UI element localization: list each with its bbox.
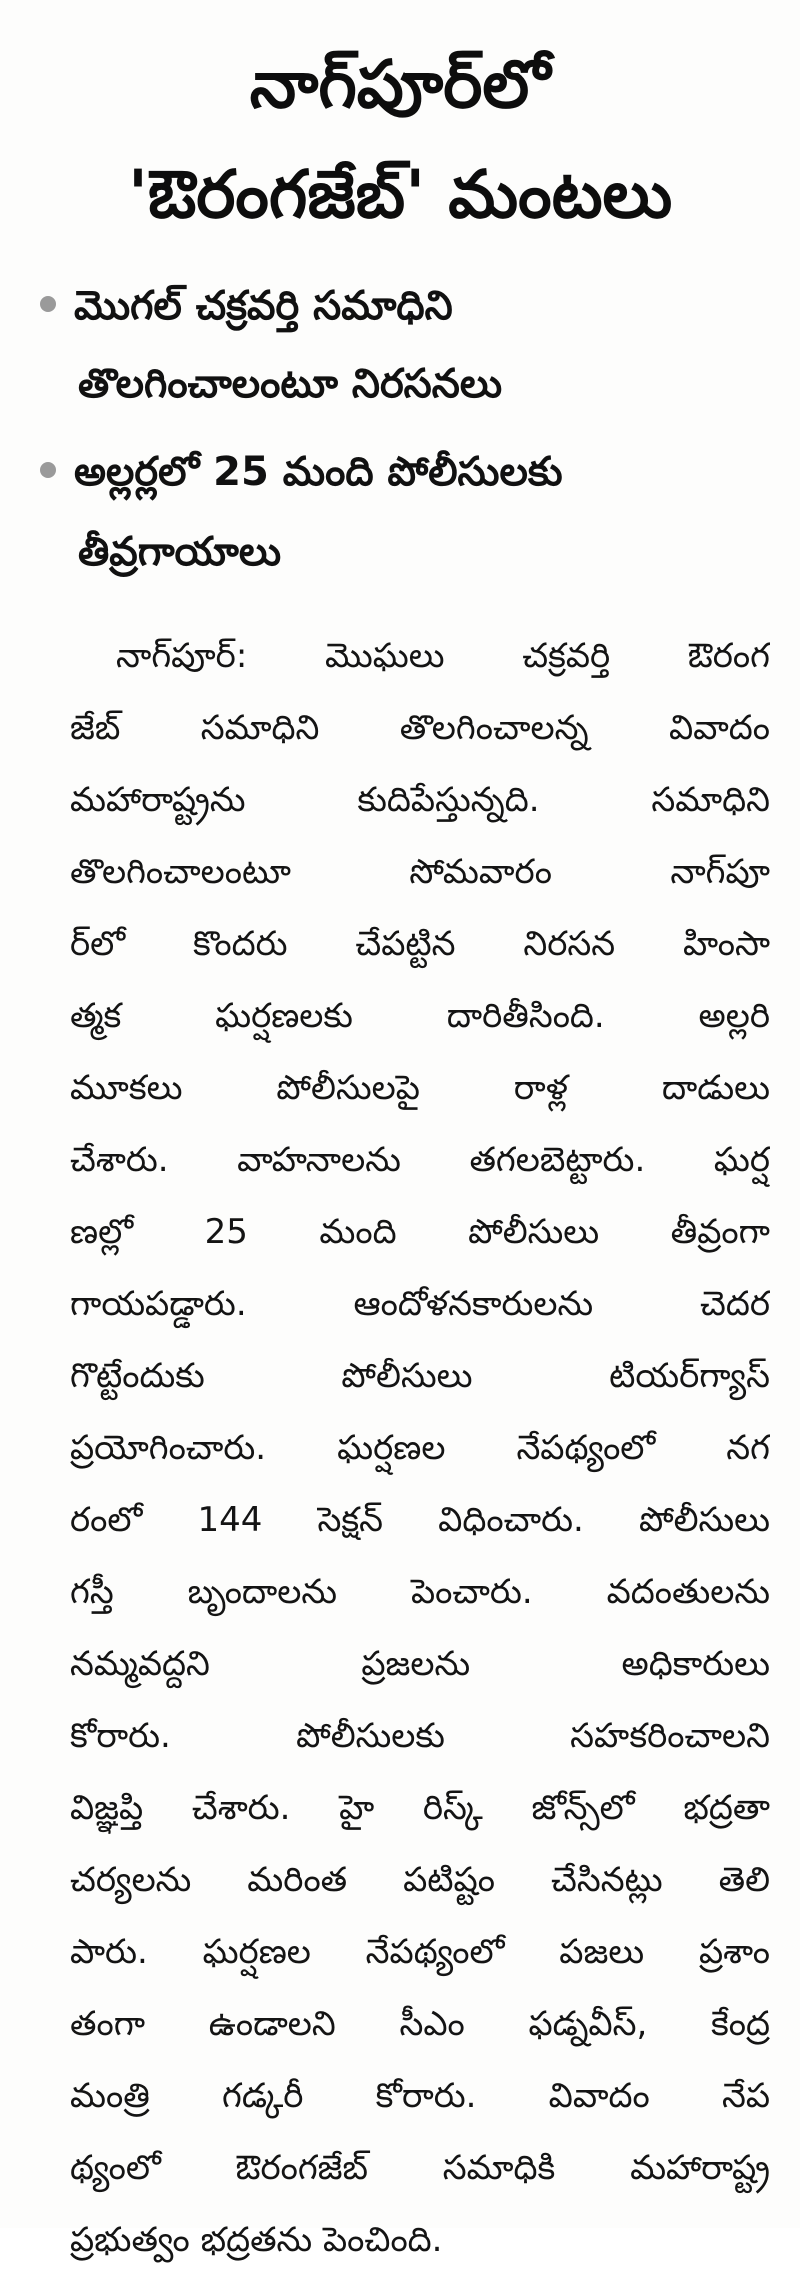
article-body-line: ణల్లో 25 మంది పోలీసులు తీవ్రంగా <box>70 1212 770 1252</box>
article-body-line: ప్రయోగించారు. ఘర్షణల నేపథ్యంలో నగ <box>70 1428 770 1468</box>
article-body-line: రంలో 144 సెక్షన్ విధించారు. పోలీసులు <box>70 1500 770 1540</box>
article-body-line: నమ్మవద్దని ప్రజలను అధికారులు <box>70 1644 770 1684</box>
article-body-line: చర్యలను మరింత పటిష్టం చేసినట్లు తెలి <box>70 1860 770 1900</box>
article-body-line: తొలగించాలంటూ సోమవారం నాగ్‌పూ <box>70 852 770 892</box>
article-body-line: త్మక ఘర్షణలకు దారితీసింది. అల్లరి <box>70 996 770 1036</box>
article-body-line: విజ్ఞప్తి చేశారు. హై రిస్క్ జోన్స్‌లో భద్రతా <box>70 1788 770 1828</box>
article-body-line: కోరారు. పోలీసులకు సహకరించాలని <box>70 1716 770 1756</box>
article-body-line: గాయపడ్డారు. ఆందోళనకారులను చెదర <box>70 1284 770 1324</box>
article-body-line: థ్యంలో ఔరంగజేబ్ సమాధికి మహారాష్ట్ర <box>70 2148 770 2188</box>
article-body-line: మంత్రి గడ్కరీ కోరారు. వివాదం నేప <box>70 2076 770 2116</box>
bullet-1-line-2: తొలగించాలంటూ నిరసనలు <box>78 361 503 407</box>
bullet-dot-icon <box>40 296 56 312</box>
bullet-1-text-1: మొగల్ చక్రవర్తి సమాధిని <box>74 283 453 329</box>
article-body-line: గస్తీ బృందాలను పెంచారు. వదంతులను <box>70 1572 770 1612</box>
article-body-line: మూకలు పోలీసులపై రాళ్ల దాడులు <box>70 1068 770 1108</box>
bullet-2-line-1 <box>40 449 563 495</box>
article-body-line: గొట్టేందుకు పోలీసులు టియర్‌గ్యాస్ <box>70 1356 770 1396</box>
headline-line-1: నాగ్‌పూర్‌లో <box>249 46 551 123</box>
article-body-line: నాగ్‌పూర్: మొఘలు చక్రవర్తి ఔరంగ <box>116 636 770 676</box>
headline-line-2: 'ఔరంగజేబ్' మంటలు <box>127 156 673 233</box>
article-body-line: తంగా ఉండాలని సీఎం ఫడ్నవీస్, కేంద్ర <box>70 2004 770 2044</box>
article-body-line: చేశారు. వాహనాలను తగలబెట్టారు. ఘర్ష <box>70 1140 770 1180</box>
bullet-1-line-1 <box>40 283 453 329</box>
article-body-line: మహారాష్ట్రను కుదిపేస్తున్నది. సమాధిని <box>70 780 770 820</box>
bullet-2-line-2: తీవ్రగాయాలు <box>78 529 282 575</box>
bullet-2-text-1: అల్లర్లలో 25 మంది పోలీసులకు <box>74 449 563 495</box>
article-body <box>70 620 770 2276</box>
article-body-line: ర్‌లో కొందరు చేపట్టిన నిరసన హింసా <box>70 924 770 964</box>
article-body-line: పారు. ఘర్షణల నేపథ్యంలో పజలు ప్రశాం <box>70 1932 770 1972</box>
article-body-line: ప్రభుత్వం భద్రతను పెంచింది. <box>70 2220 443 2260</box>
article-body-line: జేబ్ సమాధిని తొలగించాలన్న వివాదం <box>70 708 770 748</box>
bullet-dot-icon <box>40 462 56 478</box>
